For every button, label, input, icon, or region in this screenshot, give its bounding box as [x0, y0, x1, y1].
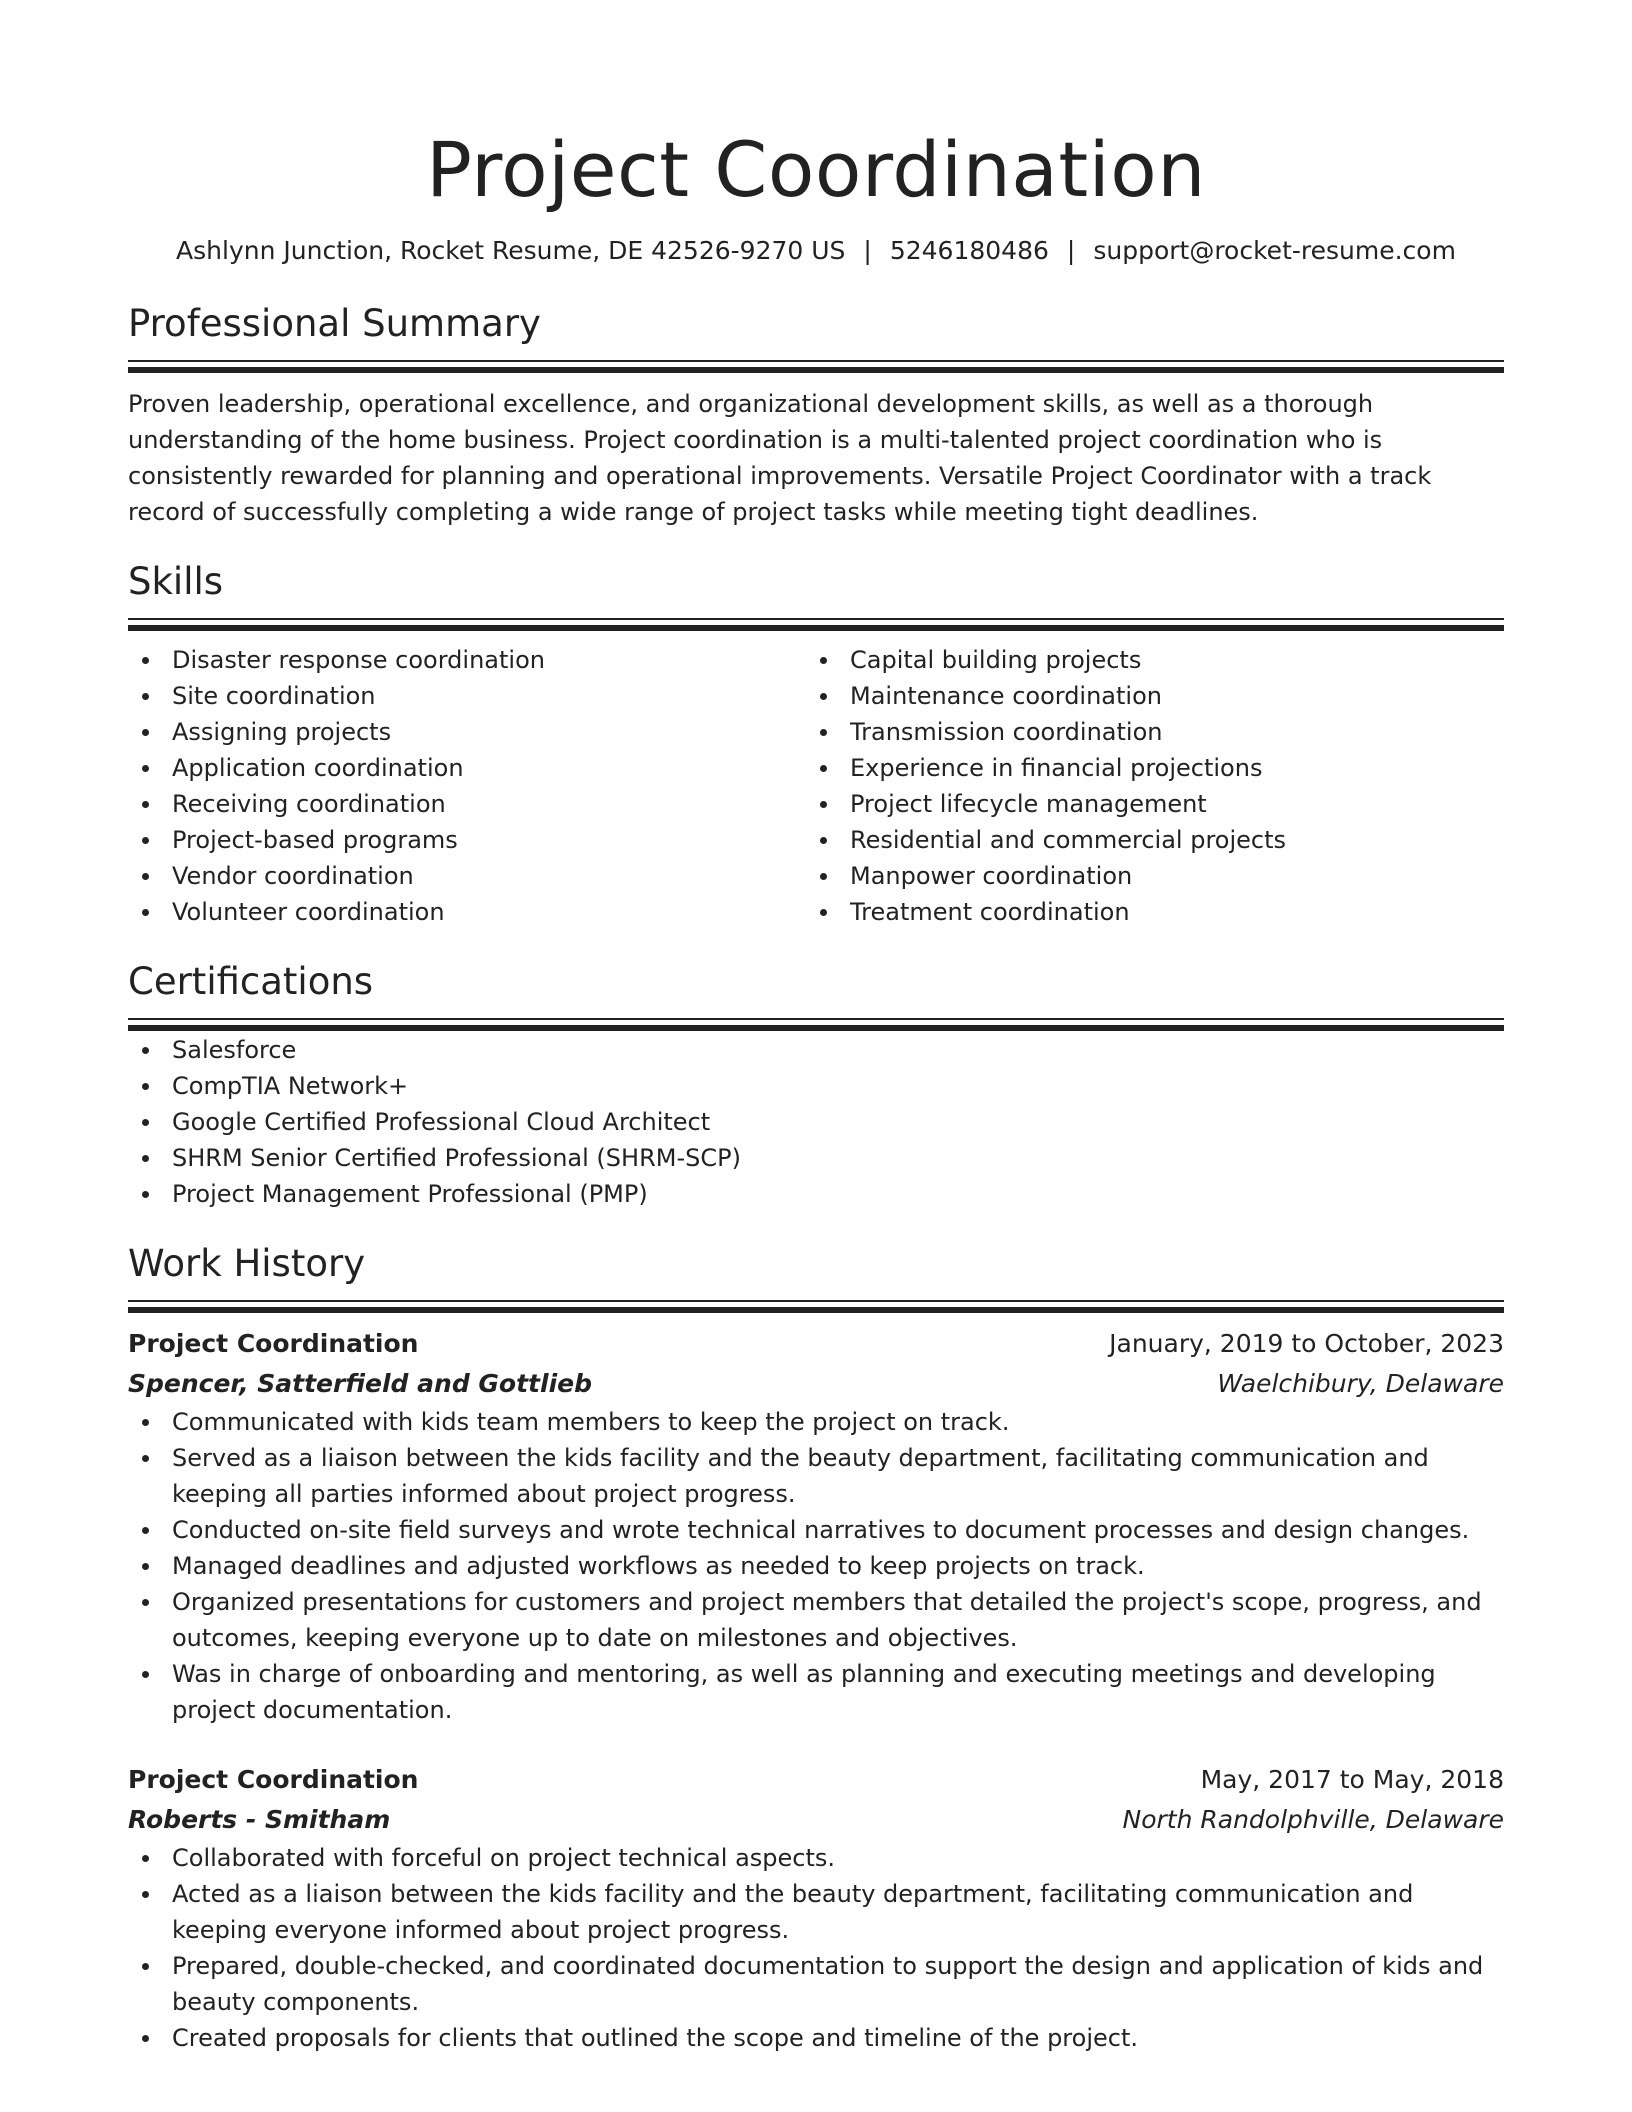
job-duties-list [128, 1404, 1504, 1728]
section-divider [128, 360, 1504, 374]
job-duties-list [128, 1840, 1504, 2056]
skills-heading: Skills [128, 560, 224, 603]
skill-item: Capital building projects [806, 642, 1484, 678]
job-subheader [128, 1800, 1504, 1840]
skill-item: Treatment coordination [806, 894, 1484, 930]
job-duty-item: Managed deadlines and adjusted workflows as needed to keep projects on track. [128, 1548, 1504, 1584]
job-entry [128, 1324, 1504, 1728]
job-header [128, 1760, 1504, 1800]
job-duty-item: Collaborated with forceful on project technical aspects. [128, 1840, 1504, 1876]
skill-item: Disaster response coordination [128, 642, 806, 678]
skills-list-left [128, 642, 806, 930]
work-history-section [128, 1240, 1504, 2056]
summary-heading: Professional Summary [128, 302, 541, 345]
job-subheader [128, 1364, 1504, 1404]
skill-item: Experience in financial projections [806, 750, 1484, 786]
section-divider [128, 618, 1504, 632]
certifications-section [128, 958, 1504, 1212]
skill-item: Vendor coordination [128, 858, 806, 894]
skills-columns [128, 642, 1504, 930]
job-company: Roberts - Smitham [128, 1805, 391, 1834]
summary-section [128, 300, 1504, 530]
summary-text: Proven leadership, operational excellence, and organizational development skills, as well as a thorough understanding of the home business. Project coordination is a multi-talented project coordination who is consistently rewarded for planning and operational improvements. Versatile Project Coordinator with a track record of successfully completing a wide range of project tasks while meeting tight deadlines. [128, 390, 1432, 526]
job-header [128, 1324, 1504, 1364]
address-text: Ashlynn Junction, Rocket Resume, DE 42526-9270 US [176, 236, 846, 265]
job-duty-item: Conducted on-site field surveys and wrote technical narratives to document processes and design changes. [128, 1512, 1504, 1548]
section-divider [128, 1018, 1504, 1032]
job-entry [128, 1760, 1504, 2056]
skill-item: Manpower coordination [806, 858, 1484, 894]
job-dates: January, 2019 to October, 2023 [1109, 1329, 1504, 1358]
job-duty-item: Prepared, double-checked, and coordinated documentation to support the design and application of kids and beauty components. [128, 1948, 1504, 2020]
job-location: Waelchibury, Delaware [1217, 1369, 1504, 1398]
skills-list-right [806, 642, 1484, 930]
certification-item: Salesforce [128, 1032, 1504, 1068]
contact-separator: | [1066, 236, 1076, 265]
certifications-list [128, 1032, 1504, 1212]
job-duty-item: Communicated with kids team members to keep the project on track. [128, 1404, 1504, 1440]
skill-item: Receiving coordination [128, 786, 806, 822]
email-text: support@rocket-resume.com [1093, 236, 1456, 265]
job-dates: May, 2017 to May, 2018 [1200, 1765, 1504, 1794]
skills-section [128, 558, 1504, 930]
job-title: Project Coordination [128, 1765, 419, 1794]
job-duty-item: Organized presentations for customers and project members that detailed the project's scope, progress, and outcomes, keeping everyone up to date on milestones and objectives. [128, 1584, 1504, 1656]
job-title: Project Coordination [128, 1329, 419, 1358]
skill-item: Assigning projects [128, 714, 806, 750]
contact-separator: | [863, 236, 872, 265]
phone-text: 5246180486 [889, 236, 1049, 265]
certification-item: Project Management Professional (PMP) [128, 1176, 1504, 1212]
contact-line [128, 234, 1504, 268]
skill-item: Volunteer coordination [128, 894, 806, 930]
skill-item: Application coordination [128, 750, 806, 786]
job-duty-item: Created proposals for clients that outlined the scope and timeline of the project. [128, 2020, 1504, 2056]
certification-item: CompTIA Network+ [128, 1068, 1504, 1104]
skill-item: Project-based programs [128, 822, 806, 858]
resume-page [128, 0, 1504, 2056]
certification-item: Google Certified Professional Cloud Architect [128, 1104, 1504, 1140]
skill-item: Project lifecycle management [806, 786, 1484, 822]
candidate-name: Project Coordination [426, 125, 1206, 214]
job-location: North Randolphville, Delaware [1122, 1805, 1504, 1834]
work-history-heading: Work History [128, 1242, 366, 1285]
section-divider [128, 1300, 1504, 1314]
skill-item: Maintenance coordination [806, 678, 1484, 714]
skill-item: Transmission coordination [806, 714, 1484, 750]
job-duty-item: Served as a liaison between the kids facility and the beauty department, facilitating communication and keeping all parties informed about project progress. [128, 1440, 1504, 1512]
skill-item: Residential and commercial projects [806, 822, 1484, 858]
job-company: Spencer, Satterfield and Gottlieb [128, 1369, 593, 1398]
job-duty-item: Was in charge of onboarding and mentoring, as well as planning and executing meetings and developing project documentation. [128, 1656, 1504, 1728]
skill-item: Site coordination [128, 678, 806, 714]
job-duty-item: Acted as a liaison between the kids facility and the beauty department, facilitating communication and keeping everyone informed about project progress. [128, 1876, 1504, 1948]
certification-item: SHRM Senior Certified Professional (SHRM-SCP) [128, 1140, 1504, 1176]
certifications-heading: Certifications [128, 960, 374, 1003]
